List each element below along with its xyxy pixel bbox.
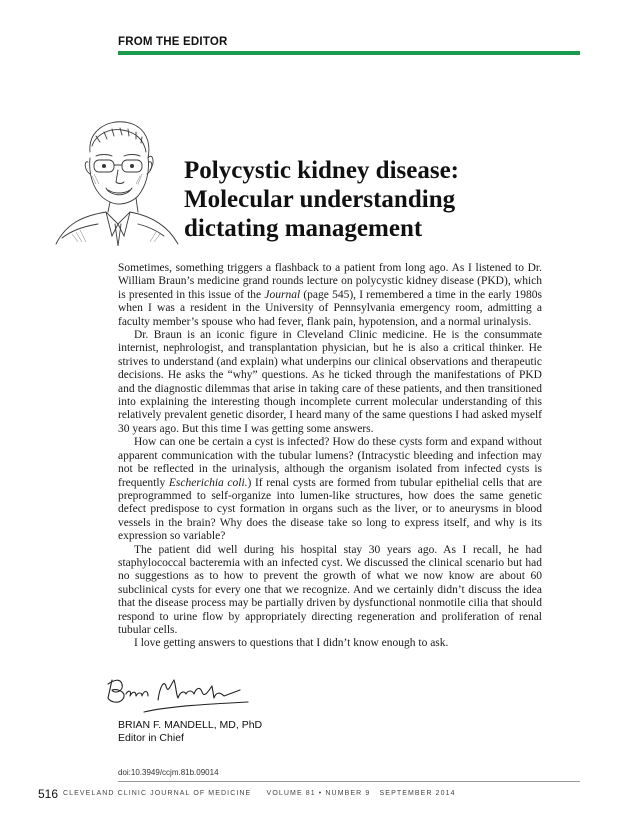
title-line-1: Polycystic kidney disease: [184,157,459,184]
title-line-2: Molecular understanding [184,186,456,213]
section-rule [118,51,580,55]
doi-label: doi:10.3949/ccjm.81b.09014 [118,768,219,777]
author-role: Editor in Chief [118,732,184,744]
body-paragraph [118,262,542,329]
text-run: How can one be certain a cyst is infected? How do these cysts form and expand without apparent communication with the tubular lumens? (Intracystic bleeding and infection may not be reflected in the urinalysis, although the organism isolated from infected cysts is frequently [118,436,542,489]
text-run: Sometimes, something triggers a flashback to a patient from long ago. As I listened to Dr. William Braun’s medicine grand rounds lecture on polycystic kidney disease (PKD), which is presented in this issue of the [118,262,542,301]
text-run: ) If renal cysts are formed from tubular epithelial cells that are preprogrammed to self-organize into lumen-like structures, how does the same genetic defect predispose to cyst formation in organs such as the liver, or to aneurysms in blood vessels in the brain? Why does the disease take so long to express itself, and why is its expression so variable? [118,476,542,543]
editor-portrait [52,112,180,250]
text-run-italic: Journal [264,288,301,301]
article-body [118,262,542,651]
journal-number: NUMBER 9 [325,790,371,797]
text-run-italic: Escherichia coli. [168,476,248,489]
text-run: Dr. Braun is an iconic figure in Cleveland Clinic medicine. He is the consummate internist, nephrologist, and transplantation physician, but he is also a critical thinker. He strives to understand (and explain) what underpins our clinical observations and therapeutic decisions. He asks the “why” questions. As he ticked through the manifestations of PKD and the diagnostic dilemmas that arise in taking care of these patients, and then transitioned into explaining the interesting though incomplete current molecular understanding of this relatively prevalent genetic disorder, I heard many of the same questions I had asked myself 30 years ago. But this time I was getting some answers. [118,329,542,435]
footer-rule [118,781,580,782]
author-name: BRIAN F. MANDELL, MD, PhD [118,719,263,731]
separator-dot: • [318,790,323,797]
body-paragraph [118,329,542,436]
text-run: I love getting answers to questions that I didn’t know enough to ask. [134,637,449,650]
journal-date: SEPTEMBER 2014 [379,790,456,797]
title-line-3: dictating management [184,215,423,242]
journal-name: CLEVELAND CLINIC JOURNAL OF MEDICINE [63,790,252,797]
text-run: The patient did well during his hospital stay 30 years ago. As I recall, he had staphylococcal bacteremia with an infected cyst. We discussed the clinical scenario but had no suggestions as to how to prevent the growth of what we now know are about 60 subclinical cysts for every one that we recognize. And we certainly didn’t discuss the idea that the disease process may be partially driven by dysfunctional nonmotile cilia that should respond to urine flow by appropriately directing regeneration and proliferation of renal tubular cells. [118,543,542,636]
journal-info [63,790,456,797]
body-paragraph [118,436,542,543]
article-title [184,156,564,243]
text-run: (page 545), I remembered a time in the early 1980s when I was a resident in the University of Pennsylvania emergency room, admitting a faculty member’s spouse who had fever, flank pain, hypotension, and a normal urinalysis. [118,288,542,328]
section-label: FROM THE EDITOR [118,36,228,48]
body-paragraph [118,637,542,650]
signature-block [118,719,262,745]
page-number: 516 [38,787,59,801]
handwritten-signature [100,672,260,722]
journal-volume: VOLUME 81 [266,790,316,797]
body-paragraph [118,544,542,638]
